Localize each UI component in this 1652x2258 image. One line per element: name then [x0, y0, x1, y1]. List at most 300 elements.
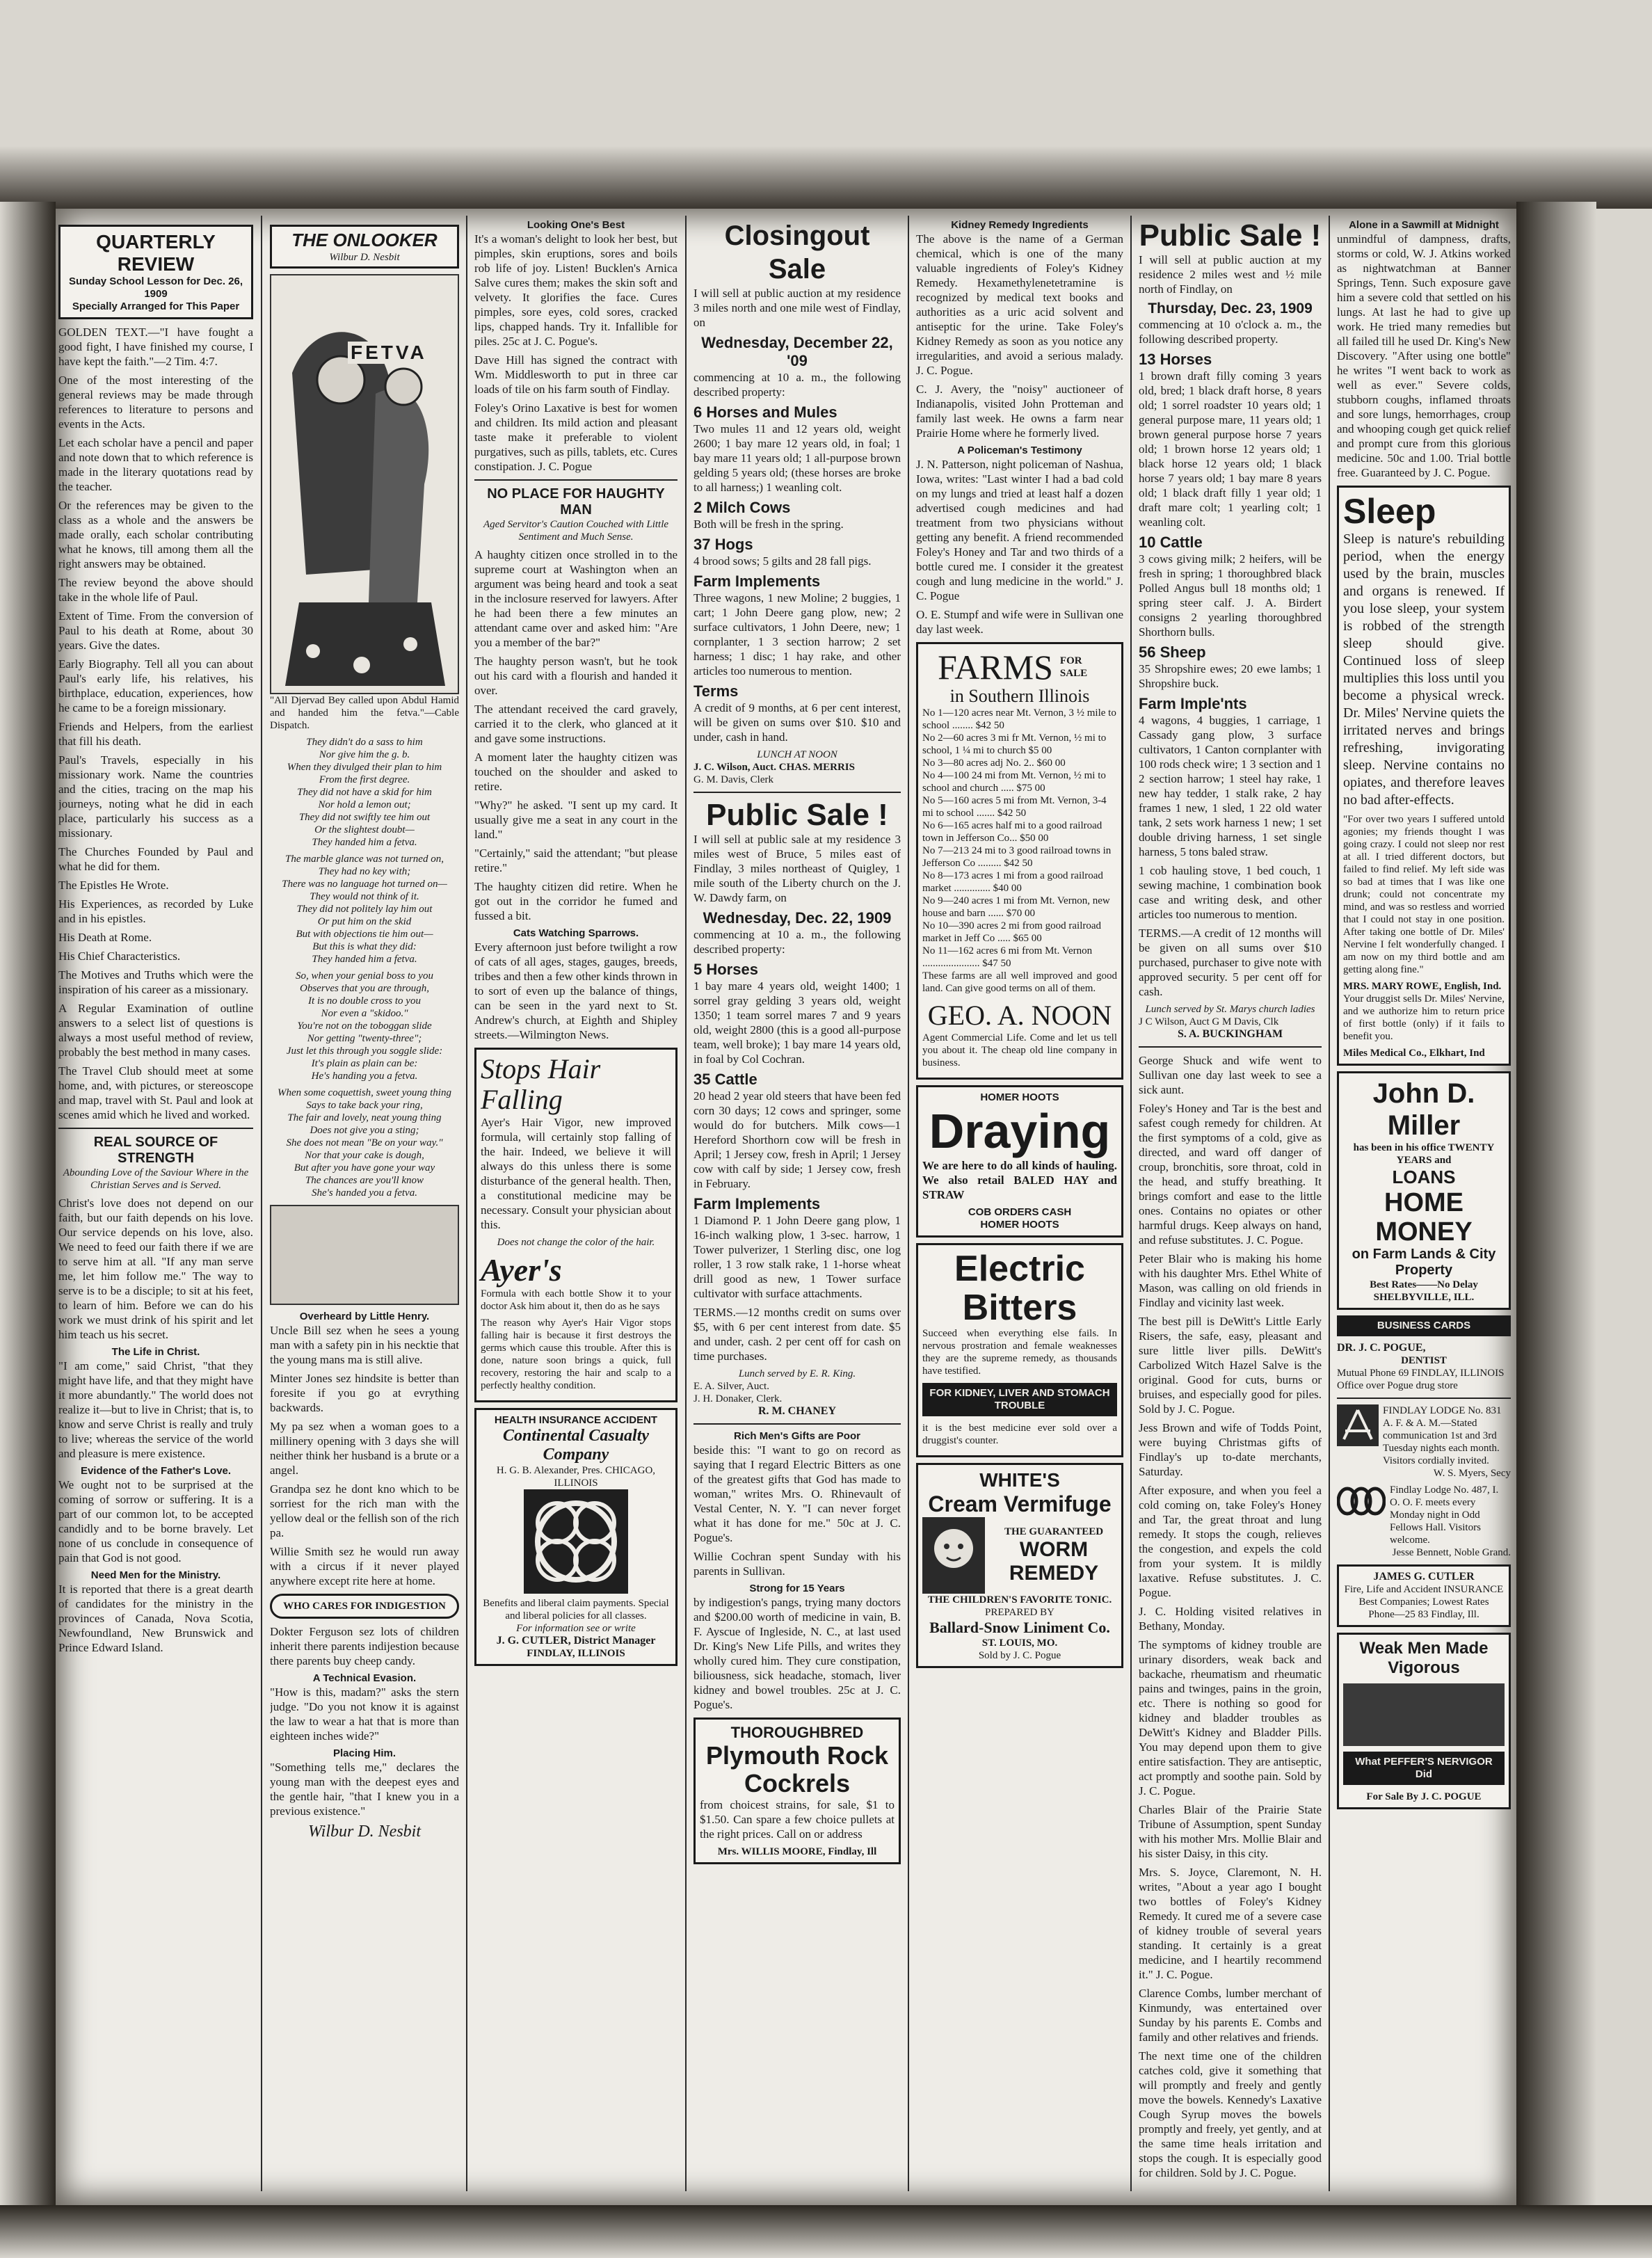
- section-head: Placing Him.: [332, 1747, 396, 1759]
- sale-item-head: Farm Imple'nts: [1139, 695, 1247, 712]
- poem-line: Or put him on the skid: [317, 916, 412, 927]
- ad-header: HOMER HOOTS: [980, 1091, 1059, 1103]
- paragraph: "I am come," said Christ, "that they might have life, and that they might have it more abundantly." The world does not realize it—but to live in Christ; that is, to know and serve Christ is really and truly to live; whereas the service of the world and pleasure is mere existence.: [58, 1359, 253, 1460]
- paragraph: commencing at 10 o'clock a. m., the following described property.: [1139, 318, 1322, 346]
- section-head: Kidney Remedy Ingredients: [951, 219, 1089, 231]
- column-rule: [1329, 216, 1330, 2191]
- indigestion-comic-banner: WHO CARES FOR INDIGESTION: [270, 1594, 459, 1619]
- quarterly-review-title: QUARTERLY REVIEW: [96, 231, 216, 275]
- paragraph: 4 wagons, 4 buggies, 1 carriage, 1 Cassady gang plow, 3 surface cultivators, 1 Canton cornplanter with 100 rods check wire; 1 3 section and 1 2 section harrow; 1 steel hay rake, 1 new hay tedder, 1 stalk rake, 2 hay frames 1 new, 1 sled, 1 22 old water tank, 2 sets work harness 1 new; 1 set double driving harness, 1 set single harness, 5 tons baled straw.: [1139, 714, 1322, 858]
- ad-text: For Sale By J. C. POGUE: [1366, 1791, 1482, 1802]
- ad-text: Benefits and liberal claim payments. Special and liberal policies for all classes.: [483, 1598, 669, 1622]
- farm-listing: No 8—173 acres 1 mi from a good railroad market .............. $40 00: [922, 870, 1103, 894]
- paragraph: Charles Blair of the Prairie State Tribune of Assumption, spent Sunday with his mother Mrs. Mollie Blair and his sister Daisy, in this city.: [1139, 1803, 1322, 1860]
- divider: [693, 792, 901, 793]
- poem-stanza: [270, 853, 459, 966]
- farms-header: [922, 648, 1117, 686]
- paragraph: Foley's Orino Laxative is best for women and children. Its mild action and pleasant taste make it preferable to violent purgatives, such as pills, tablets, etc. Cures constipation. J. C. Pogue: [474, 401, 677, 473]
- poem-line: They handed him a fetva.: [312, 837, 417, 848]
- farm-listing: No 1—120 acres near Mt. Vernon, 3 ½ mile to school ........ $42 50: [922, 707, 1116, 731]
- poem-line: Nor give him the g. b.: [319, 749, 410, 760]
- column-rule: [1130, 216, 1132, 2191]
- newspaper-page: [49, 202, 1523, 2212]
- card-phone: Mutual Phone 69 FINDLAY, ILLINOIS: [1337, 1368, 1505, 1379]
- article-subhead: Abounding Love of the Saviour Where in the Christian Serves and is Served.: [63, 1167, 249, 1191]
- paragraph: One of the most interesting of the general reviews may be made through references to literature to persons and events in the Acts.: [58, 374, 253, 431]
- article-subhead: Aged Servitor's Caution Couched with Little Sentiment and Much Sense.: [483, 519, 669, 543]
- ad-text: ST. LOUIS, MO.: [981, 1638, 1058, 1649]
- ad-headline: Draying: [929, 1104, 1111, 1158]
- poem-line: When some coquettish, sweet young thing: [278, 1087, 451, 1098]
- column-misc: [474, 219, 677, 2184]
- poem-line: Nor even a "skidoo.": [321, 1008, 408, 1019]
- ad-text: Succeed when everything else fails. In nervous prostration and female weaknesses they are the supreme remedy, as thousands have testified.: [922, 1328, 1117, 1377]
- paragraph: 35 Shropshire ewes; 20 ewe lambs; 1 Shropshire buck.: [1139, 662, 1322, 690]
- ad-text: on Farm Lands & City Property: [1352, 1247, 1496, 1278]
- poem-line: There was no language hot turned on—: [282, 879, 447, 890]
- paragraph: Grandpa sez he dont kno which to be sorriest for the rich man with the yellow deal or the fellish son of the rich pa.: [270, 1482, 459, 1539]
- divider: [474, 479, 677, 481]
- paragraph: A Regular Examination of outline answers to a select list of questions is always a most useful method of review, probably the best method in many cases.: [58, 1002, 253, 1059]
- sale-item-head: 37 Hogs: [693, 536, 753, 553]
- card-phone: Phone—25 83 Findlay, Ill.: [1368, 1609, 1479, 1620]
- sale-item-head: 13 Horses: [1139, 351, 1212, 368]
- quarterly-review-subtitle: Sunday School Lesson for Dec. 26, 1909: [68, 275, 243, 300]
- paragraph: The next time one of the children catches cold, give it something that will promptly and freely and gently move the bowels. Kennedy's Laxative Cough Syrup moves the bowels promptly and freely, yet gently, and at the same time heals irritation and stops the cough. It is especially good for children. Sold by J. C. Pogue.: [1139, 2049, 1322, 2179]
- sale-date: Wednesday, December 22, '09: [701, 334, 893, 369]
- poem-line: They would not think of it.: [310, 891, 419, 902]
- paragraph: After exposure, and when you feel a cold coming on, take Foley's Honey and Tar, the great throat and lung remedy. It stops the cough, relieves the congestion, and expels the cold from your system. It is mildly laxative. Refuse substitutes. J. C. Pogue.: [1139, 1484, 1322, 1599]
- article-headline: NO PLACE FOR HAUGHTY MAN: [487, 486, 665, 518]
- paragraph: Friends and Helpers, from the earliest that fill his death.: [58, 720, 253, 748]
- section-head: A Policeman's Testimony: [957, 445, 1082, 456]
- paragraph: A moment later the haughty citizen was touched on the shoulder and asked to retire.: [474, 751, 677, 793]
- ad-text: Sleep is nature's rebuilding period, when the energy used by the brain, muscles and organs is renewed. If you lose sleep, your system is robbed of the strength sleep should give. Continued loss of sleep multiplies this loss until you become a physical wreck. Dr. Miles' Nervine quiets the irritated nerves and brings refreshing, invigorating sleep. Nervine contains no opiates, and therefore leaves no bad after-effects.: [1343, 531, 1505, 808]
- paragraph: "Why?" he asked. "I sent up my card. It usually give me a seat in any court in the land.": [474, 799, 677, 841]
- column-local-news: [1139, 219, 1322, 2184]
- paragraph: O. E. Stumpf and wife were in Sullivan one day last week.: [916, 608, 1123, 636]
- page-edge-left: [0, 202, 56, 2212]
- paragraph: J. C. Holding visited relatives in Bethany, Monday.: [1139, 1605, 1322, 1633]
- poem-line: From the first degree.: [319, 774, 410, 785]
- sale-item-head: 10 Cattle: [1139, 534, 1203, 551]
- john-d-miller-ad: [1337, 1071, 1511, 1310]
- list-item: His Death at Rome.: [58, 931, 152, 944]
- ad-text: THE CHILDREN'S FAVORITE TONIC.: [927, 1594, 1112, 1606]
- draying-ad: [916, 1085, 1123, 1238]
- list-item: The Motives and Truths which were the inspiration of his career as a missionary.: [58, 968, 253, 996]
- ad-header: HOMER HOOTS: [980, 1219, 1059, 1231]
- sale-item-head: Farm Implements: [693, 572, 821, 590]
- paragraph: Willie Cochran spent Sunday with his parents in Sullivan.: [693, 1550, 901, 1578]
- paragraph: I will sell at public auction at my residence 3 miles north and one mile west of Findlay, on: [693, 287, 901, 329]
- paragraph: Two mules 11 and 12 years old, weight 2600; 1 bay mare 12 years old, in foal; 1 bay mare 11 years old; 1 all-purpose brown gelding 5 years old; (these horses are broke to all harness;) 1 weanling colt.: [693, 422, 901, 494]
- paragraph: Dave Hill has signed the contract with Wm. Middlesworth to put in three car loads of tile on his farm south of Findlay.: [474, 353, 677, 396]
- cartoon-illustration: [270, 1205, 459, 1305]
- column-onlooker: [270, 219, 459, 2184]
- ad-signature: MRS. MARY ROWE, English, Ind.: [1343, 981, 1502, 992]
- divider: [1139, 1046, 1322, 1048]
- sale-title: Public Sale !: [1139, 219, 1322, 253]
- poem-stanza: [270, 1087, 459, 1199]
- farm-listing: No 11—162 acres 6 mi from Mt. Vernon ...................... $47 50: [922, 945, 1093, 969]
- worm-remedy-text: [991, 1526, 1117, 1585]
- business-cards-header: BUSINESS CARDS: [1337, 1315, 1511, 1336]
- poem-line: They did not have a skid for him: [297, 787, 432, 798]
- ad-banner: FOR KIDNEY, LIVER AND STOMACH TROUBLE: [922, 1383, 1117, 1416]
- ad-text: We are here to do all kinds of hauling. We also retail BALED HAY and STRAW: [922, 1159, 1117, 1201]
- quarterly-review-note: Specially Arranged for This Paper: [72, 301, 240, 312]
- ad-town: SHELBYVILLE, ILL.: [1373, 1292, 1475, 1303]
- plymouth-rock-ad: [693, 1717, 901, 1864]
- section-head: Need Men for the Ministry.: [90, 1569, 221, 1581]
- sale-item-head: Terms: [693, 682, 739, 700]
- author-signature: Wilbur D. Nesbit: [307, 1823, 421, 1841]
- fetva-drawing: [271, 275, 458, 690]
- paragraph: George Shuck and wife went to Sullivan one day last week to see a sick aunt.: [1139, 1054, 1322, 1096]
- paragraph: 3 cows giving milk; 2 heifers, will be fresh in spring; 1 thoroughbred black Polled Angus bull 18 months old; 1 spring steer calf. J. A. Birdert consigns 2 yearling thoroughbred Shorthorn bulls.: [1139, 552, 1322, 639]
- poem-line: They had no key with;: [318, 866, 411, 877]
- poem-line: Or the slightest doubt—: [314, 824, 415, 835]
- ad-subheadline: LOANS: [1392, 1167, 1456, 1187]
- poem-line: When they divulged their plan to him: [287, 762, 442, 773]
- paragraph: I will sell at public auction at my residence 2 miles west and ½ mile north of Findlay, on: [1139, 253, 1322, 296]
- paragraph: A haughty citizen once strolled in to the supreme court at Washington when an argument was being heard and took a seat in the inclosure reserved for lawyers. After he had been there a few minutes an attendant came over and asked him: "Are you a member of the bar?": [474, 548, 677, 649]
- paragraph: Three wagons, 1 new Moline; 2 buggies, 1 cart; 1 John Deere gang plow, new; 2 surface cultivators, 1 John Deere, new; 1 cornplanter, 1 3 section harrow; 2 set harness; 1 disc; 1 hay rake, and other articles too numerous to mention.: [693, 591, 901, 678]
- ad-text: THE GUARANTEED: [1004, 1526, 1104, 1537]
- divider: [693, 1423, 901, 1425]
- ad-text: For information see or write: [516, 1623, 636, 1634]
- ad-text: PREPARED BY: [985, 1607, 1054, 1618]
- paragraph: The review beyond the above should take in the whole life of Paul.: [58, 576, 253, 604]
- farm-listing: No 5—160 acres 5 mi from Mt. Vernon, 3-4 mi to school ....... $42 50: [922, 795, 1107, 819]
- ad-text: These farms are all well improved and good land. Can give good terms on all of them.: [922, 970, 1117, 994]
- card-signature: Jesse Bennett, Noble Grand.: [1392, 1547, 1511, 1558]
- poem-line: Nor that your cake is dough,: [305, 1150, 424, 1161]
- agent-name: GEO. A. NOON: [927, 1000, 1112, 1031]
- farm-listing: No 3—80 acres adj No. 2.. $60 00: [922, 758, 1066, 769]
- paragraph: Willie Smith sez he would run away with a circus if it never played anywhere except rite here at home.: [270, 1545, 459, 1587]
- paragraph: "How is this, madam?" asks the stern judge. "Do you not know it is against the law to wear a hat that is more than eighteen inches wide?": [270, 1686, 459, 1743]
- sale-title: Public Sale !: [706, 798, 888, 832]
- paragraph: commencing at 10 a. m., the following described property:: [693, 371, 901, 399]
- auctioneer: E. A. Silver, Auct.: [693, 1381, 769, 1392]
- paragraph: It's a woman's delight to look her best, but pimples, skin eruptions, sores and boils rob life of joy. Listen! Bucklen's Arnica Salve cures them; makes the skin soft and velvety. It glorifies the face. Cures pimples, sore eyes, cold sores, cracked lips, chapped hands. Try it. Infallible for piles. 25c at J. C. Pogue's.: [474, 232, 677, 348]
- paragraph: A credit of 9 months, at 6 per cent interest, will be given on sums over $10. $10 and under, cash in hand.: [693, 701, 901, 744]
- paragraph: Paul's Travels, especially in his missionary work. Name the countries and the cities, tracing on the map his journeys, noting what he did in each place, particularly his success as a missionary.: [58, 753, 253, 840]
- ad-banner: What PEFFER'S NERVIGOR Did: [1343, 1752, 1505, 1785]
- page-edge-top: [0, 0, 1652, 209]
- paragraph: Clarence Combs, lumber merchant of Kinmundy, was entertained over Sunday by his parents E. Combs and family and other relatives and friends.: [1139, 1987, 1322, 2044]
- column-ads: [916, 219, 1123, 2184]
- ad-subheadline: in Southern Illinois: [949, 686, 1090, 706]
- column-rule: [466, 216, 467, 2191]
- poem-line: But after you have gone your way: [294, 1162, 435, 1174]
- section-head: Strong for 15 Years: [749, 1583, 845, 1594]
- insurance-emblem-icon: [524, 1489, 628, 1594]
- paragraph: 1 bay mare 4 years old, weight 1400; 1 sorrel gray gelding 3 years old, weight 1350; 1 team sorrel mares 7 and 9 years old, weight 2800 (this is a good all-purpose team, well broke); 1 bay mare 14 years old, in foal by Col Cochran.: [693, 979, 901, 1066]
- portraits-illustration: [1343, 1683, 1505, 1746]
- paragraph: by indigestion's pangs, trying many doctors and $200.00 worth of medicine in vain, B. F. Ayscue of Ingleside, N. C., at last used Dr. King's New Life Pills, and writes they wholly cured him. They cure constipation, biliousness, sick headache, stomach, liver kidney and bowel troubles. 25c at J. C. Pogue's.: [693, 1596, 901, 1711]
- paragraph: Dokter Ferguson sez lots of children inherit there parents indijestion because there parents buy cheep candy.: [270, 1625, 459, 1667]
- ad-header: FOR SALE: [1059, 655, 1088, 679]
- sale-item-head: 2 Milch Cows: [693, 499, 791, 516]
- ad-text: has been in his office TWENTY YEARS and: [1353, 1142, 1495, 1166]
- poem-line: You're not on the toboggan slide: [297, 1020, 432, 1032]
- ad-text: Does not change the color of the hair.: [497, 1237, 655, 1248]
- poem-line: The marble glance was not turned on,: [285, 854, 444, 865]
- paragraph: J. N. Patterson, night policeman of Nashua, Iowa, writes: "Last winter I had a bad cold on my lungs and tried at least half a dozen advertised cough medicines and had treatment from two physicians without getting any benefit. A friend recommended Foley's Honey and Tar and two thirds of a bottle cured me. I consider it the greatest cough and lung medicine in the world." J. C. Pogue: [916, 458, 1123, 602]
- ad-text: COB ORDERS CASH: [968, 1206, 1072, 1218]
- paragraph: The haughty person wasn't, but he took out his card with a flourish and handed it over.: [474, 655, 677, 697]
- poem-line: They did not swiftly tee him out: [298, 812, 431, 823]
- paragraph: The symptoms of kidney trouble are urinary disorders, weak back and backache, rheumatism and rheumatic pains and twinges, pains in the groin, etc. There is nothing so good for kidney and bladder troubles as DeWitt's Kidney and Bladder Pills. You may depend upon them to give entire satisfaction. They are antiseptic, act promptly and soothe pain. Sold by J. C. Pogue.: [1139, 1638, 1322, 1797]
- poem-stanza: [270, 736, 459, 849]
- poem-line: Just let this through you soggle slide:: [286, 1046, 443, 1057]
- paragraph: Early Biography. Tell all you can about Paul's early life, his relatives, his birthplace, education, experiences, how he came to be a foreign missionary.: [58, 657, 253, 714]
- poem-line: It is no double cross to you: [308, 995, 421, 1007]
- section-head: Evidence of the Father's Love.: [80, 1465, 232, 1477]
- farm-listing: No 10—390 acres 2 mi from good railroad market in Jeff Co ..... $65 00: [922, 920, 1102, 944]
- auctioneer: J C Wilson, Auct G M Davis, Clk: [1139, 1016, 1279, 1027]
- ad-headline: Electric Bitters: [954, 1249, 1085, 1328]
- ayers-hair-vigor-ad: [474, 1048, 677, 1402]
- divider: [58, 1128, 253, 1129]
- ad-agent: J. G. CUTLER, District Manager: [496, 1635, 656, 1647]
- section-head: Looking One's Best: [527, 219, 625, 231]
- sale-item-head: 5 Horses: [693, 961, 758, 978]
- column-rule: [685, 216, 687, 2191]
- poem-line: So, when your genial boss to you: [296, 970, 433, 982]
- paragraph: Both will be fresh in the spring.: [693, 518, 844, 531]
- ad-header: THOROUGHBRED: [730, 1724, 864, 1741]
- card-title: DENTIST: [1401, 1355, 1447, 1366]
- poem-line: She's handed you a fetva.: [312, 1187, 417, 1199]
- ad-header: HEALTH INSURANCE ACCIDENT: [494, 1414, 658, 1426]
- ad-text: The reason why Ayer's Hair Vigor stops falling hair is because it first destroys the germs which cause this trouble. After this is done, nature soon brings a quick, full recovery, restoring the hair and scalp to a perfectly healthy condition.: [481, 1318, 671, 1391]
- poem-line: But with objections tie him out—: [296, 929, 433, 940]
- poem-line: Says to take back your ring,: [306, 1100, 423, 1111]
- poem-line: She does not mean "Be on your way.": [286, 1137, 443, 1148]
- ad-headline: Stops Hair Falling: [481, 1053, 601, 1115]
- ad-text: Agent Commercial Life. Come and let us tell you about it. The cheap old line company in business.: [922, 1032, 1117, 1068]
- paragraph: Or the references may be given to the class as a whole and the answers be made orally, each scholar contributing what he knows, till among them all the right answers may be obtained.: [58, 499, 253, 570]
- sale-item-head: 56 Sheep: [1139, 643, 1206, 661]
- paragraph: Jess Brown and wife of Todds Point, were buying Christmas gifts of Findlay's up to-date merchants, Saturday.: [1139, 1421, 1322, 1478]
- section-head: Rich Men's Gifts are Poor: [734, 1430, 860, 1442]
- paragraph: 4 brood sows; 5 gilts and 28 fall pigs.: [693, 554, 872, 568]
- paragraph: 1 brown draft filly coming 3 years old, bred; 1 black draft horse, 8 years old; 1 sorrel roadster 10 years old; 1 general purpose mare, 11 years old; 1 brown general purpose horse 7 years old; 1 brown horse 12 years old; 1 black horse 12 years old; 1 black horse 7 years old; 1 bay mare 8 years old; 1 black draft filly 1 year old; 1 draft mare colt; 1 yearling colt; 1 weanling colt.: [1139, 369, 1322, 529]
- ad-headline: WORM REMEDY: [1009, 1538, 1099, 1585]
- paragraph: "Certainly," said the attendant; "but please retire.": [474, 847, 677, 874]
- sale-title: Closingout Sale: [724, 221, 870, 285]
- paragraph: Minter Jones sez hindsite is better than foresite if you go at evrything backwards.: [270, 1372, 459, 1414]
- paragraph: The attendant received the card gravely, carried it to the clerk, who glanced at it and gave some instructions.: [474, 703, 677, 745]
- worm-remedy-row: [922, 1517, 1117, 1594]
- section-head: The Life in Christ.: [111, 1346, 200, 1358]
- poem-line: He's handing you a fetva.: [311, 1071, 418, 1082]
- card-signature: W. S. Myers, Secy: [1433, 1468, 1511, 1479]
- poem-line: The chances are you'll know: [305, 1175, 424, 1186]
- card-text: Fire, Life and Accident INSURANCE: [1344, 1584, 1504, 1595]
- article-headline: REAL SOURCE OF STRENGTH: [93, 1135, 218, 1166]
- ad-text: Best Rates——No Delay: [1370, 1279, 1478, 1290]
- farm-listing: No 6—165 acres half mi to a good railroad town in Jefferson Co... $50 00: [922, 820, 1102, 844]
- paragraph: The Travel Club should meet at some home, and, with pictures, or stereoscope and map, travel with St. Paul and look at scenes amid which he lived and worked.: [58, 1064, 253, 1121]
- ad-testimonial: "For over two years I suffered untold agonies; my friends thought I was going crazy. I could not sleep nor rest at all. I tried different doctors, but failed to find relief. My left side was so bad at times that I was like one drunk; could not concentrate my mind, and was so restless and worried that I could not stay in one position. After taking one bottle of Dr. Miles' Nervine I felt wonderfully changed. I am now on my third bottle and am getting along fine.": [1343, 814, 1505, 975]
- sale-item-head: 6 Horses and Mules: [693, 403, 837, 421]
- sale-item-head: 35 Cattle: [693, 1071, 757, 1088]
- ad-text: Your druggist sells Dr. Miles' Nervine, and we authorize him to return price of first bottle (only) if it fails to benefit you.: [1343, 993, 1505, 1042]
- card-office: Office over Pogue drug store: [1337, 1380, 1458, 1391]
- sale-date: Thursday, Dec. 23, 1909: [1148, 301, 1313, 317]
- list-item: The Epistles He Wrote.: [58, 879, 169, 892]
- masonic-lodge-card: [1337, 1404, 1511, 1467]
- paragraph: The best pill is DeWitt's Little Early Risers, the safe, easy, pleasant and sure little liver pills. DeWitt's Carbolized Witch Hazel Salve is the original. Good for cuts, burns or bruises, and especially good for piles. Sold by J. C. Pogue.: [1139, 1315, 1322, 1416]
- poem-line: Nor hold a lemon out;: [318, 799, 411, 810]
- ayers-logo: Ayer's: [481, 1252, 562, 1288]
- ad-headline: HOME MONEY: [1375, 1188, 1473, 1247]
- list-item: His Chief Characteristics.: [58, 950, 181, 963]
- sale-date: Wednesday, Dec. 22, 1909: [703, 909, 892, 927]
- ad-contact: Mrs. WILLIS MOORE, Findlay, Ill: [717, 1846, 877, 1857]
- ad-headline: Cream Vermifuge: [928, 1491, 1112, 1516]
- ad-headline: Plymouth Rock: [705, 1741, 889, 1770]
- farms-for-sale-ad: [916, 642, 1123, 1080]
- farm-listing: No 9—240 acres 1 mi from Mt. Vernon, new house and barn ...... $70 00: [922, 895, 1110, 919]
- ad-text: Sold by J. C. Pogue: [978, 1650, 1061, 1661]
- fetva-illustration: [270, 274, 459, 694]
- paragraph: The haughty citizen did retire. When he got out in the corridor he fumed and fussed a bit.: [474, 880, 677, 922]
- clerk: G. M. Davis, Clerk: [693, 774, 773, 785]
- paragraph: Uncle Bill sez when he sees a young man with a safety pin in his necktie that the young mans ma is still alive.: [270, 1324, 459, 1366]
- illustration-caption: "All Djervad Bey called upon Abdul Hamid and handed him the fetva."—Cable Dispatch.: [270, 695, 459, 731]
- paragraph: 1 Diamond P. 1 John Deere gang plow, 1 16-inch walking plow, 1 3-sec. harrow, 1 Tower pulverizer, 1 Sterling disc, one log roller, 1 3 row stalk rake, 1 1-horse wheat drill good as new, 1 Tower surface cultivator with surface attachments.: [693, 1214, 901, 1300]
- ad-headline: Cockrels: [744, 1769, 851, 1797]
- card-text: FINDLAY LODGE No. 831 A. F. & A. M.—Stated communication 1st and 3rd Tuesday nights each month. Visitors cordially invited.: [1383, 1405, 1502, 1466]
- continental-casualty-ad: [474, 1408, 677, 1666]
- onlooker-masthead: [270, 225, 459, 269]
- paragraph: Every afternoon just before twilight a row of cats of all ages, stages, gauges, breeds, tribes and then a few other kinds thrown in to sort of even up the balance of things, can be seen in the yard next to St. Andrew's church, at Eighth and Shipley streets.—Wilmington News.: [474, 940, 677, 1041]
- ad-headline: FARMS: [938, 648, 1053, 687]
- paragraph: beside this: "I want to go on record as saying that I regard Electric Bitters as one of the greatest gifts that God has made to woman," writes Mrs. O. Rhinevault of Vestal Center, N. Y. "I can never forget what it has done for me." 50c at J. C. Pogue's.: [693, 1443, 901, 1544]
- ad-company: Miles Medical Co., Elkhart, Ind: [1343, 1048, 1485, 1059]
- section-head: Cats Watching Sparrows.: [513, 927, 639, 939]
- odd-fellows-card: [1337, 1484, 1511, 1546]
- farm-listing: No 4—100 24 mi from Mt. Vernon, ½ mi to school and church ..... $75 00: [922, 770, 1106, 794]
- square-compass-icon: [1337, 1404, 1379, 1446]
- paragraph: Foley's Honey and Tar is the best and safest cough remedy for children. At the first symptoms of a cold, give as directed, and ward off danger of croup, bronchitis, sore throat, cold in the head, and stuffy breathing. It brings comfort and ease to the little ones. Contains no opiates or other harmful drugs. Keep always on hand, and refuse substitutes. J. C. Pogue.: [1139, 1102, 1322, 1247]
- paragraph: TERMS.—A credit of 12 months will be given on all sums over $10 purchased, purchaser to give note with approved security. 5 per cent off for cash.: [1139, 927, 1322, 998]
- sale-owner: R. M. CHANEY: [758, 1405, 836, 1417]
- paragraph: Mrs. S. Joyce, Claremont, N. H. writes, "About a year ago I bought two bottles of Foley's Kidney Remedy. It cured me of a severe case of kidney trouble of several years standing. It certainly is a great medicine, and I heartily recommend it." J. C. Pogue.: [1139, 1866, 1322, 1981]
- poem-line: Observes that you are through,: [300, 983, 429, 994]
- whites-vermifuge-ad: [916, 1463, 1123, 1668]
- column-business-cards: [1337, 219, 1511, 2184]
- column-sale-bills: [693, 219, 901, 2184]
- poem-stanza: [270, 970, 459, 1082]
- child-portrait-icon: [922, 1517, 985, 1594]
- electric-bitters-ad: [916, 1243, 1123, 1457]
- column-rule: [261, 216, 262, 2191]
- paragraph: 20 head 2 year old steers that have been fed corn 30 days; 12 cows and springer, some would do for butchers. Milk cows—1 Hereford Shorthorn cow will be fresh in April; 1 Jersey cow, fresh in April; 1 Jersey cow with calf by side; 1 Jersey cow, fresh in February.: [693, 1089, 901, 1190]
- section-head: Alone in a Sawmill at Midnight: [1349, 219, 1499, 231]
- clerk: J. H. Donaker, Clerk.: [693, 1393, 783, 1404]
- ad-header: WHITE'S: [979, 1469, 1060, 1491]
- divider: [1337, 1398, 1511, 1399]
- ad-text: from choicest strains, for sale, $1 to $1.50. Can spare a few choice pullets at the right prices. Call on or address: [700, 1798, 895, 1841]
- card-name: JAMES G. CUTLER: [1373, 1571, 1475, 1583]
- sale-owner: S. A. BUCKINGHAM: [1177, 1028, 1283, 1040]
- poem-line: It's plain as plain can be:: [311, 1058, 418, 1069]
- farm-listing: No 2—60 acres 3 mi fr Mt. Vernon, ½ mi to school, 1 ¼ mi to church $5 00: [922, 732, 1107, 756]
- section-head: Overheard by Little Henry.: [299, 1311, 430, 1322]
- poem-line: They did not politely lay him out: [296, 904, 433, 915]
- paragraph: I will sell at public sale at my residence 3 miles west of Bruce, 5 miles east of Findlay, 3 miles northeast of Quigley, 1 mile south of the Liberty church on the J. W. Dawdy farm, on: [693, 833, 901, 904]
- cutler-insurance-card: [1337, 1564, 1511, 1627]
- card-name: DR. J. C. POGUE,: [1337, 1342, 1426, 1354]
- column-rule: [908, 216, 909, 2191]
- paragraph: Let each scholar have a pencil and paper and note down that to which reference is made in the literary quotations read by the teacher.: [58, 436, 253, 493]
- auctioneer: J. C. Wilson, Auct. CHAS. MERRIS: [693, 762, 855, 773]
- list-item: The Churches Founded by Paul and what he did for them.: [58, 845, 253, 873]
- poem-line: They handed him a fetva.: [312, 954, 417, 965]
- ad-text: it is the best medicine ever sold over a druggist's counter.: [922, 1423, 1117, 1446]
- peffers-nervigor-ad: [1337, 1633, 1511, 1809]
- poem-line: The fair and lovely, neat young thing: [287, 1112, 442, 1123]
- paragraph: Peter Blair who is making his home with his daughter Mrs. Ethel White of Mason, was calling on old friends in Findlay and vicinity last week.: [1139, 1252, 1322, 1309]
- golden-text: GOLDEN TEXT.—"I have fought a good fight, I have finished my course, I have kept the faith."—2 Tim. 4:7.: [58, 326, 253, 368]
- paragraph: Extent of Time. From the conversion of Paul to his death at Rome, about 30 years. Give the dates.: [58, 609, 253, 652]
- ad-text: Ayer's Hair Vigor, new improved formula, will certainly stop falling of the hair. Indeed, we believe it will always do this unless there is some disturbance of the general health. Then, a constitutional medicine may be necessary. Consult your physician about this.: [481, 1116, 671, 1231]
- list-item: His Experiences, as recorded by Luke and in his epistles.: [58, 897, 253, 925]
- ad-headline: John D. Miller: [1372, 1078, 1475, 1141]
- farm-listing: No 7—213 24 mi to 3 good railroad towns in Jefferson Co ......... $42 50: [922, 845, 1112, 869]
- paragraph: My pa sez when a woman goes to a millinery opening with 3 days she will neither think her husband is a brute or a angel.: [270, 1420, 459, 1477]
- ad-headline: Sleep: [1343, 492, 1436, 531]
- paragraph: 1 cob hauling stove, 1 bed couch, 1 sewing machine, 1 combination book case and writing desk, and other articles too numerous to mention.: [1139, 864, 1322, 921]
- paragraph: It is reported that there is a great dearth of candidates for the ministry in the provinces of Canada, Nova Scotia, Newfoundland, New Brunswick and Prince Edward Island.: [58, 1583, 253, 1654]
- ad-address: H. G. B. Alexander, Pres. CHICAGO, ILLINOIS: [496, 1465, 656, 1489]
- ad-town: FINDLAY, ILLINOIS: [527, 1648, 625, 1659]
- page-edge-right: [1516, 202, 1596, 2212]
- paragraph: commencing at 10 a. m., the following described property:: [693, 928, 901, 956]
- ad-text: Formula with each bottle Show it to your doctor Ask him about it, then do as he says: [481, 1288, 671, 1312]
- section-head: A Technical Evasion.: [312, 1672, 417, 1684]
- ad-headline: Weak Men Made Vigorous: [1359, 1639, 1489, 1677]
- fetva-scroll-label: FETVA: [348, 342, 430, 364]
- lunch-note: LUNCH AT NOON: [757, 749, 837, 760]
- sleep-nervine-ad: [1337, 486, 1511, 1066]
- lunch-note: Lunch served by St. Marys church ladies: [1145, 1004, 1315, 1015]
- card-text: Best Companies; Lowest Rates: [1358, 1596, 1489, 1608]
- ad-company: Ballard-Snow Liniment Co.: [929, 1619, 1110, 1636]
- ad-company: Continental Casualty Company: [502, 1427, 650, 1464]
- paragraph: "Something tells me," declares the young man with the deepest eyes and the gentle hair, "that I knew you in a previous existence.": [270, 1761, 459, 1818]
- card-text: Findlay Lodge No. 487, I. O. O. F. meets every Monday night in Odd Fellows Hall. Visitors welcome.: [1390, 1484, 1499, 1546]
- paragraph: We ought not to be surprised at the coming of sorrow or suffering. It is a part of our common lot, to be accepted candidly and to be borne bravely. Let none of us conclude in consequence of pain that God is not good.: [58, 1478, 253, 1564]
- paragraph: C. J. Avery, the "noisy" auctioneer of Indianapolis, visited John Protteman and family last week. He owns a farm near Prairie Home where he formerly lived.: [916, 383, 1123, 440]
- poem-line: They didn't do a sass to him: [306, 737, 423, 748]
- three-links-icon: [1337, 1484, 1386, 1519]
- onlooker-byline: Wilbur D. Nesbit: [329, 252, 400, 263]
- onlooker-title: THE ONLOOKER: [291, 230, 438, 250]
- poem-line: But this is what they did:: [312, 941, 417, 952]
- paragraph: Christ's love does not depend on our faith, but our faith depends on his love. Our service depends on his love, also. We need to feed our faith there if we are to serve him at all. "If any man serve me, let him follow me." The way to serve is to be a disciple; to sit at his feet, to learn of him. Before we can do his work we must drink of his spirit and let him teach us his secret.: [58, 1196, 253, 1341]
- sale-item-head: Farm Implements: [693, 1195, 821, 1212]
- paragraph: TERMS.—12 months credit on sums over $5, with 6 per cent interest from date. $5 and under, cash. 2 per cent off for cash on time purchases.: [693, 1306, 901, 1363]
- paragraph: unmindful of dampness, drafts, storms or cold, W. J. Atkins worked as nightwatchman at Banner Springs, Tenn. Such exposure gave him a severe cold that settled on his lungs. At last he had to give up work. He tried many remedies but all failed till he used Dr. King's New Discovery. "After using one bottle" he writes "I went back to work as well as ever." Severe colds, stubborn coughs, inflamed throats and sore lungs, hemorrhages, croup and whooping cough get quick relief and prompt cure from this glorious medicine. 50c and 1.00. Trial bottle free. Guaranteed by J. C. Pogue.: [1337, 232, 1511, 479]
